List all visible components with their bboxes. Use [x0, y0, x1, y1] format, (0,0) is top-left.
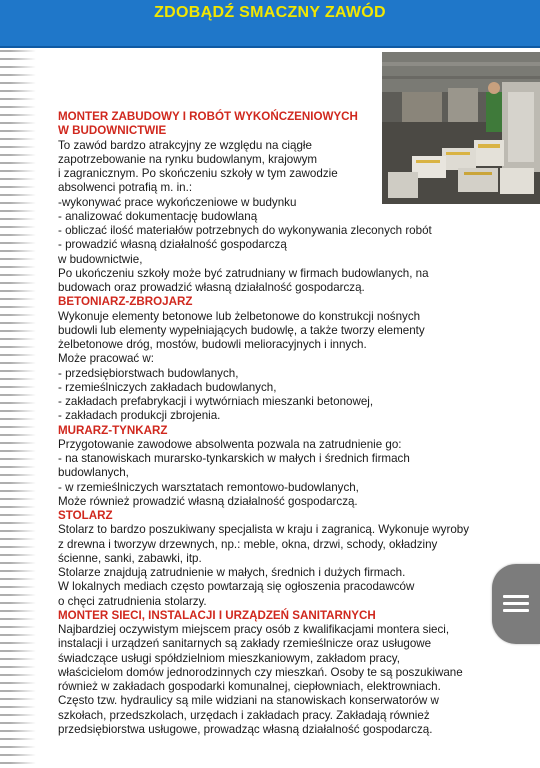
text-line: - zakładach prefabrykacji i wytwórniach mieszanki betonowej, [58, 395, 374, 408]
text-line: - prowadzić własną działalność gospodarczą [58, 238, 287, 252]
text-line: budowach oraz prowadzić własną działalność gospodarczą. [58, 281, 365, 294]
decorative-stripes [0, 50, 36, 768]
text-line: w budownictwie, [58, 252, 143, 266]
text-line: budowlanych, [58, 466, 129, 480]
text-line: Stolarz to bardzo poszukiwany specjalista w kraju i zagranicą. Wykonuje wyroby [58, 523, 470, 537]
text-line: zapotrzebowanie na rynku budowlanym, krajowym [58, 152, 318, 166]
text-line: - przedsiębiorstwach budowlanych, [58, 366, 239, 380]
text-line: ścienne, sanki, zabawki, itp. [58, 551, 202, 565]
text-line: świadczące usługi spółdzielniom mieszkaniowym, zakładom pracy, [58, 651, 400, 665]
section-heading: MURARZ-TYNKARZ [58, 423, 168, 437]
section-heading: BETONIARZ-ZBROJARZ [58, 295, 193, 309]
text-line: budowli lub elementy wypełniających budowlę, a także tworzy elementy [58, 323, 425, 337]
section-heading: W BUDOWNICTWIE [58, 124, 167, 138]
text-line: - analizować dokumentację budowlaną [58, 209, 258, 223]
text-line: właścicielom domów jednorodzinnych czy mieszkań. Osoby te są poszukiwane [58, 665, 463, 679]
text-line: Po ukończeniu szkoły może być zatrudniany w firmach budowlanych, na [58, 266, 429, 280]
menu-line [503, 602, 529, 605]
content-text [58, 110, 488, 737]
text-line: W lokalnych mediach często powtarzają się ogłoszenia pracodawców [58, 580, 415, 594]
text-line: przedsiębiorstwa usługowe, prowadząc własną działalność gospodarczą. [58, 722, 433, 736]
section-heading: STOLARZ [58, 509, 113, 522]
section-heading: MONTER ZABUDOWY I ROBÓT WYKOŃCZENIOWYCH [58, 110, 358, 123]
text-line: - obliczać ilość materiałów potrzebnych do wykonywania zleconych robót [58, 224, 432, 237]
menu-line [503, 595, 529, 598]
text-line: Może pracować w: [58, 352, 155, 366]
text-line: Może również prowadzić własną działalność gospodarczą. [58, 494, 358, 508]
text-line: Wykonuje elementy betonowe lub żelbetonowe do konstrukcji nośnych [58, 309, 421, 323]
text-line: -wykonywać prace wykończeniowe w budynku [58, 195, 297, 209]
page-title: ZDOBĄDŹ SMACZNY ZAWÓD [154, 4, 386, 21]
text-line: To zawód bardzo atrakcyjny ze względu na ciągłe [58, 138, 312, 152]
text-line: - w rzemieślniczych warsztatach remontowo-budowlanych, [58, 480, 359, 494]
text-line: absolwenci potrafią m. in.: [58, 181, 193, 195]
page-header [0, 0, 540, 48]
menu-line [503, 609, 529, 612]
text-line: Przygotowanie zawodowe absolwenta pozwala na zatrudnienie go: [58, 437, 402, 451]
text-line: szkołach, przedszkolach, urzędach i zakładach pracy. Zakładają również [58, 708, 430, 722]
text-line: również w zakładach gospodarki komunalnej, ciepłowniach, elektrowniach. [58, 680, 441, 693]
text-line: Często tzw. hydraulicy są mile widziani na stanowiskach konserwatorów w [58, 694, 439, 708]
text-line: o chęci zatrudnienia stolarzy. [58, 594, 207, 608]
text-line: z drewna i tworzyw drzewnych, np.: meble, okna, drzwi, schody, okładziny [58, 537, 438, 551]
scroll-menu-button[interactable] [492, 564, 540, 644]
text-line: i zagranicznym. Po skończeniu szkoły w tym zawodzie [58, 167, 338, 180]
text-line: instalacji i urządzeń sanitarnych są zakłady rzemieślnicze oraz usługowe [58, 637, 432, 651]
section-heading: MONTER SIECI, INSTALACJI I URZĄDZEŃ SANITARNYCH [58, 608, 376, 622]
text-line: Najbardziej oczywistym miejscem pracy osób z kwalifikacjami montera sieci, [58, 623, 450, 636]
text-line: - zakładach produkcji zbrojenia. [58, 409, 221, 423]
text-line: - na stanowiskach murarsko-tynkarskich w małych i średnich firmach [58, 452, 410, 465]
text-line: - rzemieślniczych zakładach budowlanych, [58, 380, 277, 394]
text-line: Stolarze znajdują zatrudnienie w małych, średnich i dużych firmach. [58, 566, 406, 579]
text-line: żelbetonowe dróg, mostów, budowli melioracyjnych i innych. [58, 338, 367, 351]
